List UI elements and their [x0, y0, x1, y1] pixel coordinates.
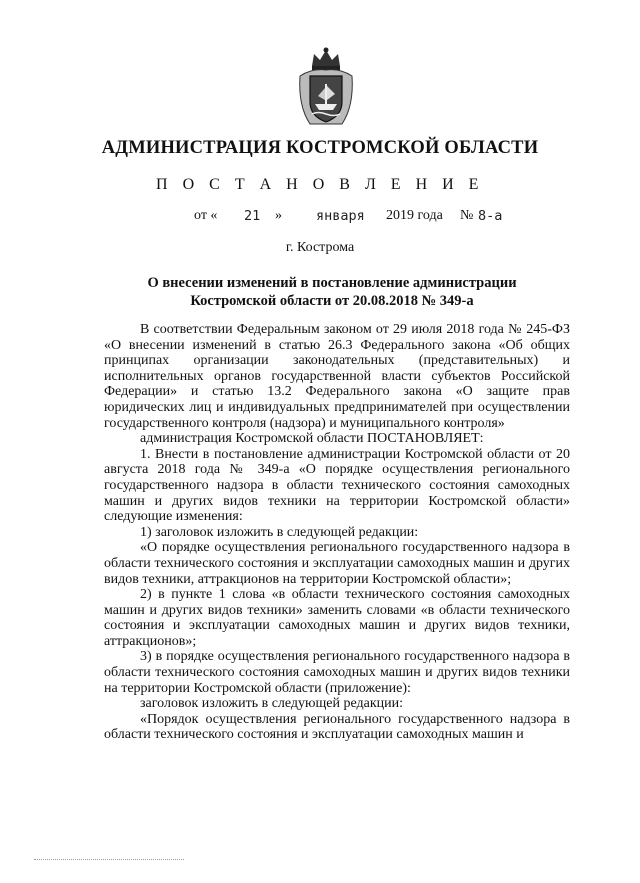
- date-prefix: от «: [194, 208, 218, 223]
- paragraph-subitem-1: 1) заголовок изложить в следующей редакции:: [140, 524, 419, 540]
- date-year: 2019 года: [386, 208, 443, 223]
- document-type: П О С Т А Н О В Л Е Н И Е: [156, 176, 484, 193]
- coat-of-arms-emblem: [296, 46, 356, 128]
- organization-title: АДМИНИСТРАЦИЯ КОСТРОМСКОЙ ОБЛАСТИ: [101, 138, 539, 158]
- document-heading: [80, 274, 584, 310]
- paragraph-heading-instruction: заголовок изложить в следующей редакции:: [140, 696, 404, 712]
- date-day: 21: [244, 208, 261, 224]
- paragraph-new-heading: «Порядок осуществления регионального государственного надзора в области технического состояния и эксплуатации самоходных машин и: [104, 711, 570, 743]
- date-number-row: [0, 208, 640, 228]
- date-close-quote: »: [275, 208, 282, 223]
- date-month: января: [316, 208, 365, 224]
- city: г. Кострома: [285, 240, 355, 255]
- paragraph-subitem-2: 2) в пункте 1 слова «в области технического состояния самоходных машин и других видов техники» заменить словами «в области технического состояния и эксплуатации самоходных машин и других видов техники, аттракционов»;: [104, 587, 570, 649]
- paragraph-subitem-3: 3) в порядке осуществления регионального государственного надзора в области технического состояния самоходных машин и других видов техники на территории Костромской области (приложение):: [104, 649, 570, 696]
- document-number: 8-а: [478, 208, 503, 224]
- heading-line-2: Костромской области от 20.08.2018 № 349-а: [190, 293, 474, 309]
- heading-line-1: О внесении изменений в постановление администрации: [147, 275, 517, 291]
- footer-divider: [34, 859, 184, 860]
- paragraph-resolves: администрация Костромской области ПОСТАНОВЛЯЕТ:: [140, 431, 484, 447]
- paragraph-preamble: В соответствии Федеральным законом от 29 июля 2018 года № 245-ФЗ «О внесении изменений в статью 26.3 Федерального закона «Об общих принципах организации законодательных (представительных) и исполнительных органов государственной власти субъектов Российской Федерации» и статью 13.2 Федерального закона «О защите прав юридических лиц и индивидуальных предпринимателей при осуществлении государственного контроля (надзора) и муниципального контроля»: [104, 322, 570, 431]
- document-body: [104, 322, 570, 743]
- paragraph-subitem-1-text: «О порядке осуществления регионального государственного надзора в области технического состояния и эксплуатации самоходных машин и других видов техники, аттракционов на территории Костромской области»;: [104, 540, 570, 587]
- paragraph-item-1: 1. Внести в постановление администрации Костромской области от 20 августа 2018 года № 349-а «О порядке осуществления регионального государственного надзора в области технического состояния самоходных машин и других видов техники на территории Костромской области» следующие изменения:: [104, 446, 570, 525]
- number-sign: №: [460, 208, 474, 223]
